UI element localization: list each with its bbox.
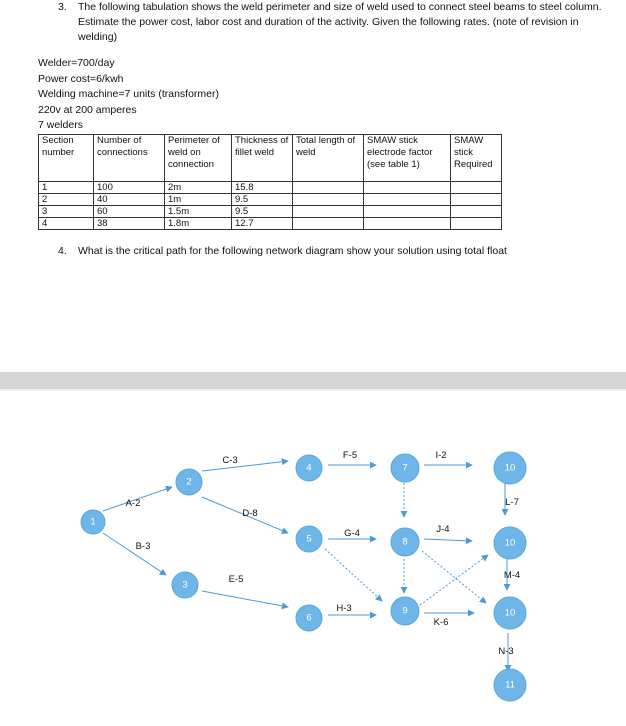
cell: 1.8m xyxy=(165,218,232,230)
cell xyxy=(451,194,502,206)
given-welder: Welder=700/day xyxy=(38,57,115,69)
header-perimeter: Perimeter of weld on connection xyxy=(165,135,232,182)
given-welding-machine: Welding machine=7 units (transformer) xyxy=(38,88,220,100)
cell xyxy=(364,194,451,206)
activity-g-label: G-4 xyxy=(344,528,360,539)
dummy-9-10 xyxy=(420,555,488,605)
header-electrode-factor: SMAW stick electrode factor (see table 1) xyxy=(364,135,451,182)
question-4-number: 4. xyxy=(58,245,67,257)
node-7 xyxy=(391,454,419,482)
cell: 1m xyxy=(165,194,232,206)
node-6-label: 6 xyxy=(306,612,312,624)
cell: 4 xyxy=(39,218,94,230)
node-10-bottom-label: 10 xyxy=(504,607,516,619)
activity-k-label: K-6 xyxy=(433,617,449,628)
activity-l-label: L-7 xyxy=(505,497,519,508)
cell xyxy=(364,206,451,218)
activity-d-label: D-8 xyxy=(242,508,258,519)
cell: 3 xyxy=(39,206,94,218)
table-row xyxy=(39,218,502,230)
arrow-e xyxy=(202,591,288,607)
node-10-middle-label: 10 xyxy=(504,537,516,549)
node-4-label: 4 xyxy=(306,462,312,474)
cell: 100 xyxy=(94,182,165,194)
node-9-label: 9 xyxy=(402,605,408,617)
node-4 xyxy=(296,455,322,481)
node-11 xyxy=(494,669,526,701)
cell: 15.8 xyxy=(232,182,293,194)
activity-i-label: I-2 xyxy=(435,450,447,461)
activity-n-label: N-3 xyxy=(498,646,514,657)
network-diagram xyxy=(0,391,626,726)
cell xyxy=(364,218,451,230)
node-10-top-label: 10 xyxy=(504,462,516,474)
weld-table xyxy=(38,134,502,230)
cell xyxy=(451,218,502,230)
header-thickness: Thickness of fillet weld xyxy=(232,135,293,182)
cell xyxy=(451,206,502,218)
node-8-label: 8 xyxy=(402,536,408,548)
node-7-label: 7 xyxy=(402,462,408,474)
node-5 xyxy=(296,526,322,552)
node-6 xyxy=(296,605,322,631)
activity-a-label: A-2 xyxy=(125,498,141,509)
node-8 xyxy=(391,528,419,556)
activity-m-label: M-4 xyxy=(503,570,521,581)
cell: 1.5m xyxy=(165,206,232,218)
activity-h-label: H-3 xyxy=(336,603,352,614)
cell: 60 xyxy=(94,206,165,218)
cell: 2m xyxy=(165,182,232,194)
node-9 xyxy=(391,597,419,625)
cell xyxy=(293,206,364,218)
cell: 1 xyxy=(39,182,94,194)
arrow-c xyxy=(202,461,288,471)
cell: 9.5 xyxy=(232,206,293,218)
cell xyxy=(451,182,502,194)
header-total-length: Total length of weld xyxy=(293,135,364,182)
cell: 9.5 xyxy=(232,194,293,206)
table-row xyxy=(39,182,502,194)
activity-b-label: B-3 xyxy=(135,541,151,552)
question-4-text: What is the critical path for the following network diagram show your solution using total float xyxy=(78,245,507,257)
question-3-text: The following tabulation shows the weld perimeter and size of weld used to connect steel beams to steel column. Estimate the power cost, labor cost and duration of the activity. Given the following rates. (note of revision in welding) xyxy=(78,1,602,43)
node-3-label: 3 xyxy=(182,579,188,591)
cell: 40 xyxy=(94,194,165,206)
given-welders: 7 welders xyxy=(38,119,83,131)
given-power-cost: Power cost=6/kwh xyxy=(38,73,124,85)
cell: 2 xyxy=(39,194,94,206)
activity-c-label: C-3 xyxy=(222,455,238,466)
node-3 xyxy=(172,572,198,598)
dummy-8-10 xyxy=(422,551,486,603)
node-11-label: 11 xyxy=(505,679,515,691)
node-2 xyxy=(176,469,202,495)
header-number-of-connections: Number of connections xyxy=(94,135,165,182)
arrow-j xyxy=(424,539,472,541)
table-header-row xyxy=(39,135,502,182)
node-1-label: 1 xyxy=(90,516,96,528)
activity-e-label: E-5 xyxy=(228,574,244,585)
cell xyxy=(364,182,451,194)
given-voltage: 220v at 200 amperes xyxy=(38,104,137,116)
question-3-number: 3. xyxy=(58,1,67,13)
node-5-label: 5 xyxy=(306,533,312,545)
node-10-bottom xyxy=(494,597,526,629)
node-2-label: 2 xyxy=(186,476,192,488)
page-separator xyxy=(0,372,626,389)
node-10-top xyxy=(494,452,526,484)
cell xyxy=(293,218,364,230)
table-row xyxy=(39,206,502,218)
arrow-b xyxy=(103,533,166,575)
cell xyxy=(293,182,364,194)
activity-j-label: J-4 xyxy=(436,524,450,535)
cell: 12.7 xyxy=(232,218,293,230)
node-10-middle xyxy=(494,527,526,559)
node-1 xyxy=(81,510,105,534)
header-section-number: Section number xyxy=(39,135,94,182)
cell: 38 xyxy=(94,218,165,230)
dummy-5-9 xyxy=(325,549,382,601)
activity-f-label: F-5 xyxy=(342,450,358,461)
header-stick-required: SMAW stick Required xyxy=(451,135,502,182)
cell xyxy=(293,194,364,206)
table-row xyxy=(39,194,502,206)
